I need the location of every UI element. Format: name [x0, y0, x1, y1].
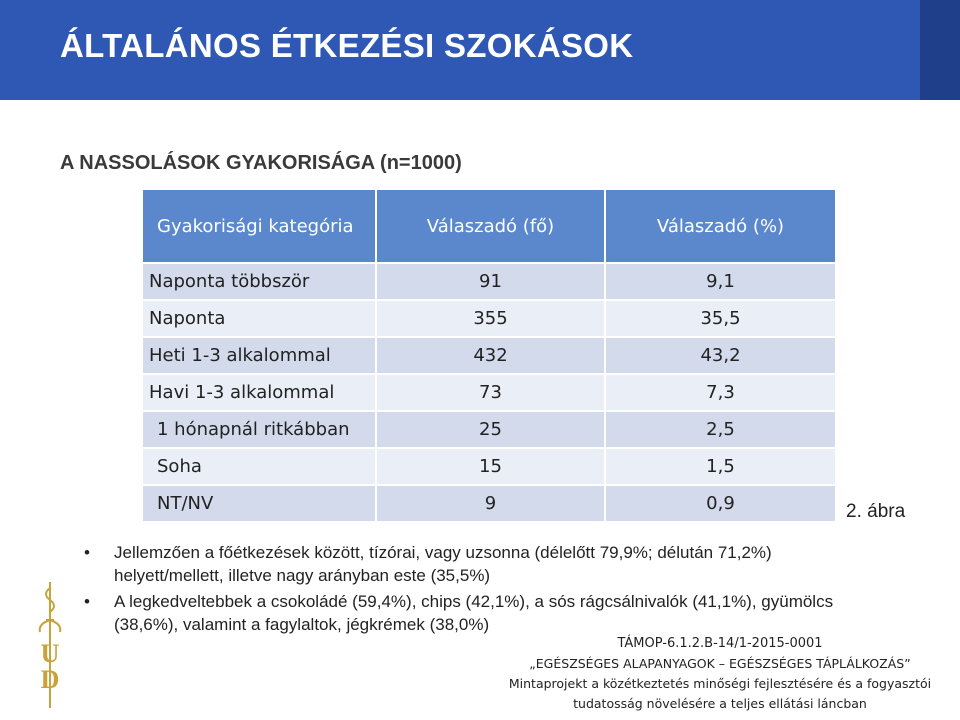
svg-text:D: D	[40, 665, 60, 694]
bullet-text: A legkedveltebbek a csokoládé (59,4%), chips (42,1%), a sós rágcsálnivalók (41,1%), gyümölcs (38,6%), valamint a fagylaltok, jégkrémek (38,0%)	[114, 592, 834, 634]
row-percent: 43,2	[605, 337, 836, 374]
table-header-row	[142, 189, 836, 263]
header-category: Gyakorisági kategória	[142, 189, 376, 263]
bullet-item	[78, 541, 878, 587]
bullet-icon: •	[84, 543, 90, 562]
table-row	[142, 374, 836, 411]
row-percent: 9,1	[605, 263, 836, 300]
footer-description-1: Mintaprojekt a közétkeztetés minőségi fejlesztésére és a fogyasztói	[508, 676, 932, 691]
row-percent: 2,5	[605, 411, 836, 448]
table-subtitle: A NASSOLÁSOK GYAKORISÁGA (n=1000)	[60, 152, 462, 174]
row-category: Naponta többször	[142, 263, 376, 300]
snacking-frequency-table	[141, 188, 837, 523]
row-count: 355	[376, 300, 605, 337]
row-count: 91	[376, 263, 605, 300]
row-percent: 1,5	[605, 448, 836, 485]
table-row	[142, 485, 836, 522]
row-count: 25	[376, 411, 605, 448]
footer-project-title: „EGÉSZSÉGES ALAPANYAGOK – EGÉSZSÉGES TÁPLÁLKOZÁS”	[529, 656, 911, 671]
table-row	[142, 411, 836, 448]
university-logo	[20, 580, 80, 710]
bullet-item	[78, 590, 878, 636]
row-percent: 0,9	[605, 485, 836, 522]
row-count: 432	[376, 337, 605, 374]
row-category: Naponta	[142, 300, 376, 337]
footer-description-2: tudatosság növelésére a teljes ellátási láncban	[573, 696, 867, 711]
table-row	[142, 300, 836, 337]
slide-title: ÁLTALÁNOS ÉTKEZÉSI SZOKÁSOK	[60, 27, 634, 64]
header-percent: Válaszadó (%)	[605, 189, 836, 263]
table-row	[142, 263, 836, 300]
bullet-list	[78, 541, 878, 639]
row-count: 73	[376, 374, 605, 411]
row-category: NT/NV	[142, 485, 376, 522]
footer-project-code: TÁMOP-6.1.2.B-14/1-2015-0001	[617, 636, 823, 651]
row-percent: 7,3	[605, 374, 836, 411]
header-count: Válaszadó (fő)	[376, 189, 605, 263]
row-count: 15	[376, 448, 605, 485]
row-category: Heti 1-3 alkalommal	[142, 337, 376, 374]
row-category: Soha	[142, 448, 376, 485]
row-category: Havi 1-3 alkalommal	[142, 374, 376, 411]
row-count: 9	[376, 485, 605, 522]
row-category: 1 hónapnál ritkábban	[142, 411, 376, 448]
table-row	[142, 448, 836, 485]
figure-label: 2. ábra	[846, 501, 906, 522]
row-percent: 35,5	[605, 300, 836, 337]
table-row	[142, 337, 836, 374]
project-footer	[500, 634, 940, 714]
svg-text:U: U	[40, 639, 60, 668]
bullet-icon: •	[84, 592, 90, 611]
bullet-text: Jellemzően a főétkezések között, tízórai, vagy uzsonna (délelőtt 79,9%; délután 71,2%) helyett/mellett, illetve nagy arányban este (35,5%)	[114, 543, 772, 585]
